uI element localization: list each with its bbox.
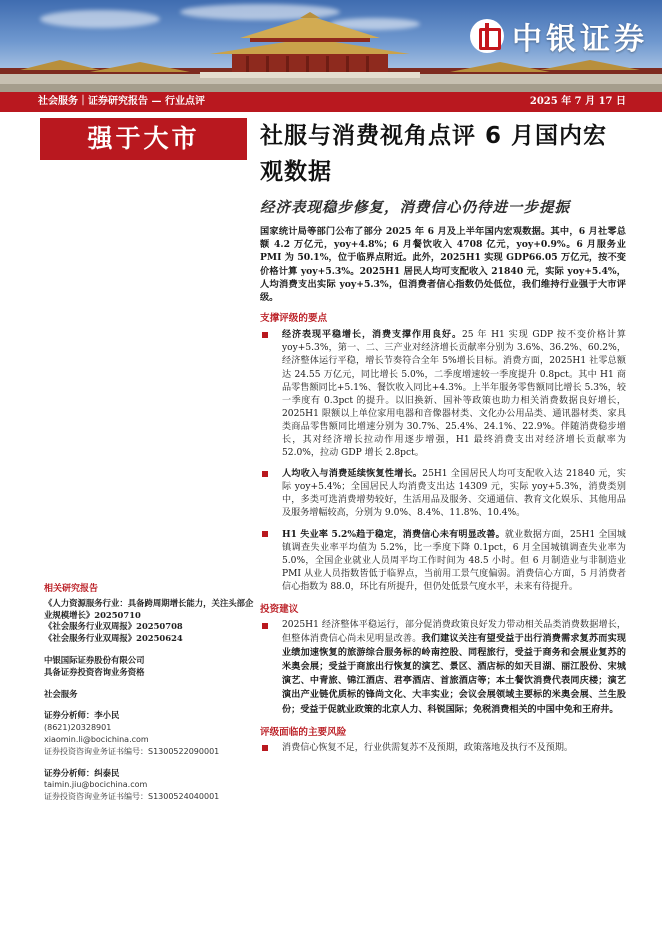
- related-reports-heading: 相关研究报告: [44, 584, 99, 594]
- analyst-cert: 证券投资咨询业务证书编号：S1300524040001: [44, 792, 220, 802]
- risk-paragraph: [260, 742, 626, 755]
- brand-logo: [470, 14, 648, 58]
- support-point: [260, 467, 626, 520]
- company-name: 中银国际证券股份有限公司: [44, 654, 145, 665]
- analyst-title: 证券分析师：纠泰民: [44, 767, 120, 778]
- brand-name: 中银证券: [512, 22, 648, 57]
- analyst-email[interactable]: xiaomin.li@bocichina.com: [44, 734, 149, 744]
- sector-label: 社会服务: [44, 688, 78, 699]
- advice-bold-text: 我们建议关注有望受益于出行消费需求复苏而实现业绩加速恢复的旅游综合服务标的岭南控股、同程旅行，受益于商务和会展业复苏的米奥会展；受益于商旅出行恢复的演艺、景区、酒店标的如天目湖、丽江股份、宋城演艺、中青旅、锦江酒店、君亭酒店、首旅酒店等；本土餐饮消费代表同庆楼；演艺演出产业链优质标的锋尚文化、大丰实业；会议会展领域主要标的米奥会展、兰生股份；受益于促就业政策的北京人力、科锐国际；免税消费相关的中国中免和王府井。: [282, 633, 626, 715]
- sidebar: [44, 584, 254, 803]
- support-point-lead: H1 失业率 5.2%趋于稳定，消费信心未有明显改善。: [282, 528, 505, 540]
- report-body: [260, 118, 626, 762]
- analyst-cert: 证券投资咨询业务证书编号：S1300522090001: [44, 746, 220, 756]
- analyst-email[interactable]: taimin.jiu@bocichina.com: [44, 780, 148, 790]
- advice-heading: 投资建议: [260, 604, 299, 615]
- report-info-bar: [0, 92, 662, 112]
- support-point-lead: 经济表现平稳增长，消费支撑作用良好。: [282, 329, 462, 341]
- support-point-lead: 人均收入与消费延续恢复性增长。: [282, 468, 423, 480]
- support-point-text: 就业数据方面，25H1 全国城镇调查失业率平均值为 5.2%，比一季度下降 0.1pct，6 月全国城镇调查失业率为 5.0%，全国企业就业人员周平均工作时间为 48.5 小时。但 6 月制造业与非制造业 PMI 从业人员指数皆低于临界点，当前用工景气度偏弱。消费信心方面，5 月消费者信心指数为 88.0，环比有所提升，但仍处低景气度水平，未来有待提升。: [282, 529, 626, 592]
- risk-text: 消费信心恢复不足，行业供需复苏不及预期，政策落地及执行不及预期。: [282, 742, 574, 753]
- support-point: [260, 528, 626, 594]
- support-heading: 支撑评级的要点: [260, 313, 328, 325]
- rating-badge: 强于大市: [40, 118, 247, 160]
- related-report-link[interactable]: 《人力资源服务行业：具备跨周期增长能力，关注头部企业规模增长》20250710: [44, 597, 254, 620]
- analyst-title: 证券分析师：李小民: [44, 710, 120, 721]
- analyst-phone: (8621)20328901: [44, 723, 112, 733]
- risk-heading: 评级面临的主要风险: [260, 726, 347, 738]
- bank-of-china-logo-icon: [470, 19, 504, 53]
- report-title: 社服与消费视角点评 6 月国内宏观数据: [260, 123, 608, 185]
- advice-paragraph: [260, 619, 626, 717]
- support-point: [260, 328, 626, 460]
- advice-text: 2025H1 经济整体平稳运行，部分促消费政策良好发力带动相关品类消费数据增长，但整体消费信心尚未见明显改善。: [282, 620, 626, 645]
- related-report-link[interactable]: 《社会服务行业双周报》20250708: [44, 621, 183, 632]
- report-summary: 国家统计局等部门公布了部分 2025 年 6 月及上半年国内宏观数据。其中，6 月社零总额 4.2 万亿元，yoy+4.8%；6 月餐饮收入 4708 亿元，yoy+0.9%。6 月服务业 PMI 为 50.1%，位于临界点附近。此外，2025H1 实现 GDP66.05 万亿元，按不变价格计算 yoy+5.3%。2025H1 居民人均可支配收入 21840 元，实际 yoy+5.4%，人均消费支出实际 yoy+5.3%，但消费者信心指数仍处低位，我们维持行业强于大市评级。: [260, 226, 626, 304]
- report-subtitle: 经济表现稳步修复，消费信心仍待进一步提振: [260, 199, 570, 216]
- company-qualification: 具备证券投资咨询业务资格: [44, 666, 145, 677]
- support-point-text: 25H1 全国居民人均可支配收入达 21840 元，实际 yoy+5.4%；全国居民人均消费支出达 14309 元，实际 yoy+5.3%，消费类别中，多类可选消费增势较好，生活用品及服务、交通通信、教育文化娱乐、其他用品及服务增幅较高，分别为 9.0%、8.4%、11.8%、10.4%。: [282, 469, 626, 519]
- header-banner: [0, 0, 662, 92]
- support-point-text: 25 年 H1 实现 GDP 按不变价格计算 yoy+5.3%，第一、二、三产业对经济增长贡献率分别为 3.6%、36.2%、60.2%，经济整体运行平稳，增长节奏符合全年 5%增长目标。消费方面，2025H1 社零总额达 24.55 万亿元，同比增长 5.0%，二季度增速较一季度提升 0.8pct。其中 H1 商品零售额同比+5.1%、餐饮收入同比+4.3%。上半年服务零售额同比增长 5.3%，较一季度有 0.3pct 的提升。以旧换新、国补等政策也助力相关消费数据良好增长，2025H1 限额以上单位家用电器和音像器材类、文化办公用品类、通讯器材类、家具类商品零售额同比增速分别为 30.7%、25.4%、24.1%、22.9%。伴随消费稳步增长，其对经济增长拉动作用逐步增强，H1 最终消费支出对经济增长贡献率为 52.0%，拉动 GDP 增长 2.8pct。: [282, 330, 626, 459]
- related-report-link[interactable]: 《社会服务行业双周报》20250624: [44, 633, 183, 644]
- report-date: 2025 年 7 月 17 日: [529, 96, 626, 107]
- breadcrumb: 社会服务｜证券研究报告 — 行业点评: [38, 96, 205, 107]
